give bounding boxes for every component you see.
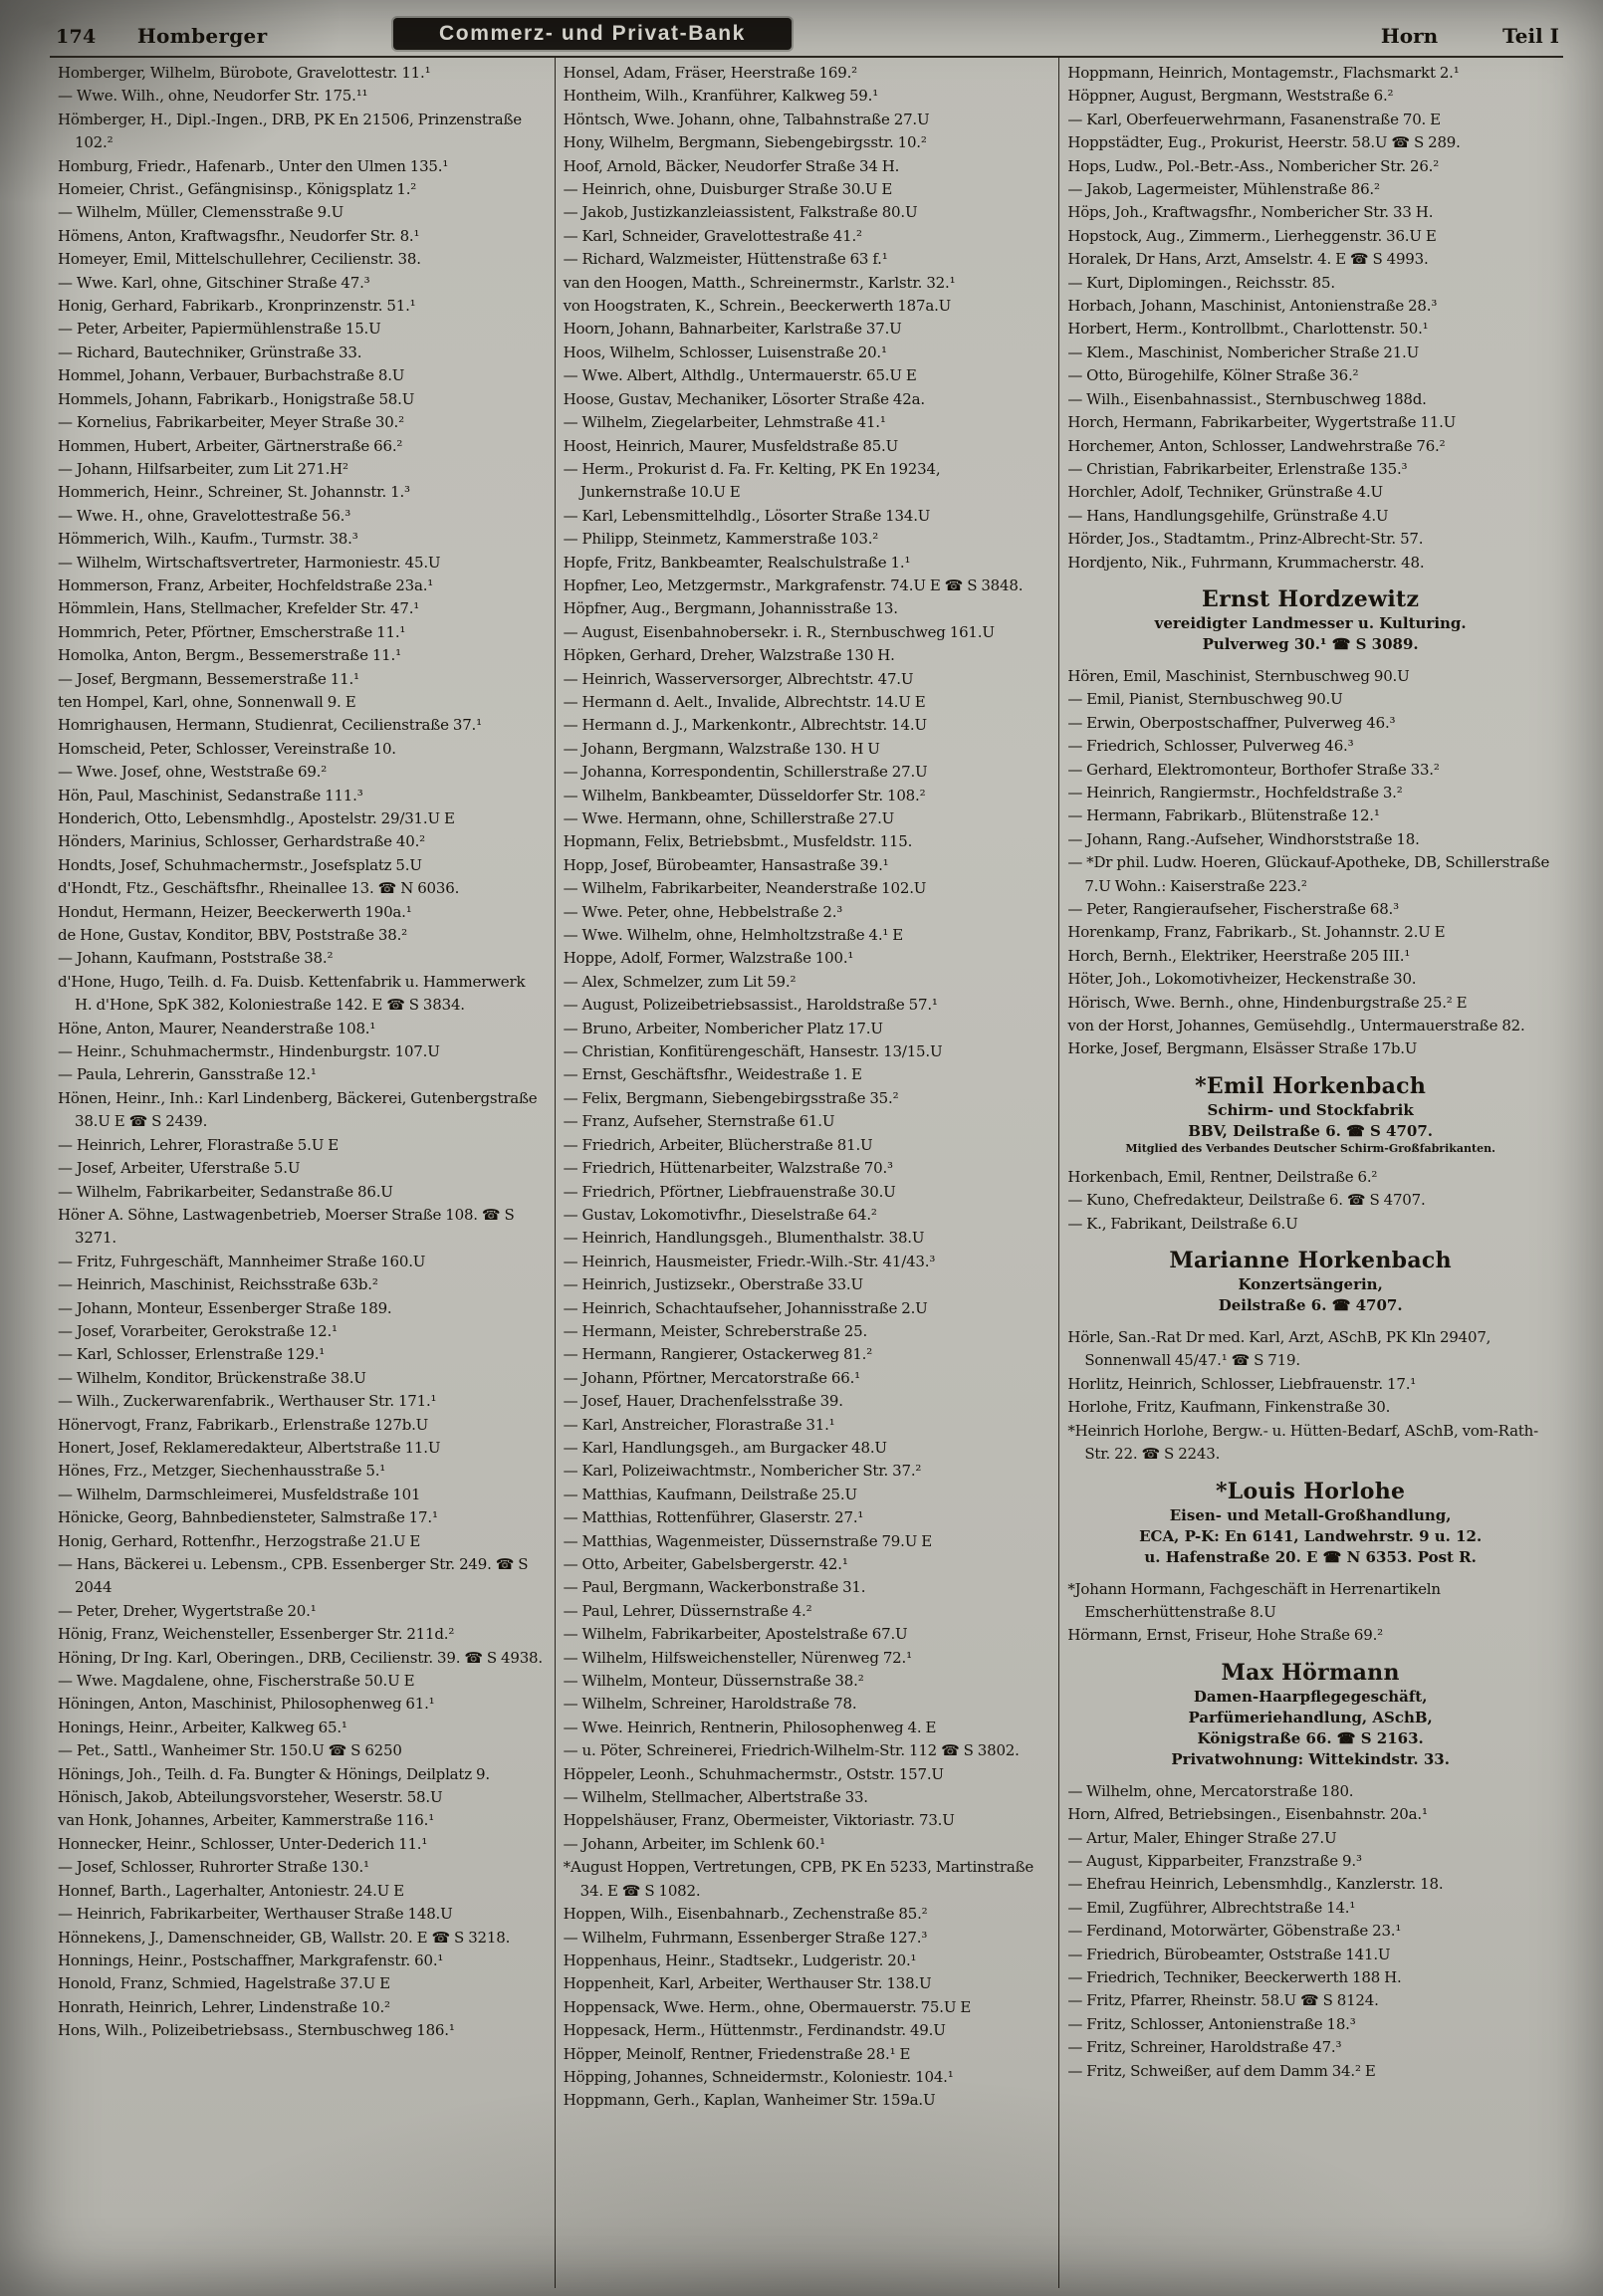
directory-entry: van den Hoogen, Matth., Schreinermstr., Karlstr. 32.¹ [563,273,956,292]
directory-entry: — Wwe. Albert, Althdlg., Untermauerstr. 65.U E [563,366,917,385]
display-ad-title: *Louis Horlohe [1215,1478,1406,1504]
directory-entry: Homrighausen, Hermann, Studienrat, Cecilienstraße 37.¹ [58,716,482,735]
directory-entry: Höpfner, Aug., Bergmann, Johannisstraße 13. [563,599,898,618]
display-ad-line: Konzertsängerin, [1238,1275,1383,1294]
directory-entry: — Friedrich, Schlosser, Pulverweg 46.³ [1067,737,1354,756]
directory-entry: — Wilhelm, ohne, Mercatorstraße 180. [1067,1781,1354,1800]
directory-entry: Horn, Alfred, Betriebsingen., Eisenbahnstr. 20a.¹ [1067,1805,1428,1824]
directory-entry: — Bruno, Arbeiter, Nombericher Platz 17.U [563,1019,883,1037]
directory-entry: Hopstock, Aug., Zimmerm., Lierheggenstr. 36.U E [1067,226,1437,245]
directory-entry: Hörle, San.-Rat Dr med. Karl, Arzt, ASchB, PK Kln 29407, Sonnenwall 45/47.¹ ☎ S 719. [1067,1328,1491,1370]
directory-entry: Hopmann, Felix, Betriebsbmt., Musfeldstr. 115. [563,832,913,851]
directory-entry: — Wilhelm, Darmschleimerei, Musfeldstraße 101 [58,1485,421,1503]
section-left-label: Homberger [136,24,268,48]
directory-entry: — u. Pöter, Schreinerei, Friedrich-Wilhelm-Str. 112 ☎ S 3802. [563,1741,1020,1760]
directory-entry: Hopfe, Fritz, Bankbeamter, Realschulstraße 1.¹ [563,553,911,572]
directory-entry: — Wilh., Zuckerwarenfabrik., Werthauser Str. 171.¹ [58,1392,437,1411]
directory-entry: — Ehefrau Heinrich, Lebensmhdlg., Kanzlerstr. 18. [1067,1875,1444,1894]
directory-entry: — Heinrich, Lehrer, Florastraße 5.U E [58,1135,339,1154]
directory-entry: Horalek, Dr Hans, Arzt, Amselstr. 4. E ☎ S 4993. [1067,250,1429,269]
directory-entry: Hönnekens, J., Damenschneider, GB, Wallstr. 20. E ☎ S 3218. [58,1928,511,1947]
directory-entry: Honold, Franz, Schmied, Hagelstraße 37.U E [58,1974,390,1993]
directory-entry: Homeier, Christ., Gefängnisinsp., Königsplatz 1.² [58,180,417,199]
display-ad-line: BBV, Deilstraße 6. ☎ S 4707. [1188,1121,1434,1140]
directory-entry: Hommerich, Heinr., Schreiner, St. Johannstr. 1.³ [58,483,410,502]
directory-entry: — Heinrich, Fabrikarbeiter, Werthauser Straße 148.U [58,1905,453,1924]
directory-entry: — Ferdinand, Motorwärter, Göbenstraße 23.¹ [1067,1922,1402,1941]
directory-entry: Hoose, Gustav, Mechaniker, Lösorter Straße 42a. [563,389,925,408]
display-ad-line: Mitglied des Verbandes Deutscher Schirm-Großfabrikanten. [1125,1141,1495,1155]
directory-entry: — Johanna, Korrespondentin, Schillerstraße 27.U [563,763,928,782]
directory-entry: Hoof, Arnold, Bäcker, Neudorfer Straße 34 H. [563,156,900,175]
directory-entry: — Karl, Lebensmittelhdlg., Lösorter Straße 134.U [563,506,931,525]
directory-entry: — *Dr phil. Ludw. Hoeren, Glückauf-Apotheke, DB, Schillerstraße 7.U Wohn.: Kaiserstraße 223.² [1067,853,1550,895]
directory-entry: Honig, Gerhard, Fabrikarb., Kronprinzenstr. 51.¹ [58,297,416,316]
directory-entry: — Wilhelm, Müller, Clemensstraße 9.U [58,203,344,222]
directory-entry: — Paul, Bergmann, Wackerbonstraße 31. [563,1578,866,1597]
directory-entry: — K., Fabrikant, Deilstraße 6.U [1067,1214,1298,1233]
directory-entry: — Emil, Zugführer, Albrechtstraße 14.¹ [1067,1898,1356,1917]
directory-entry: Hörder, Jos., Stadtamtm., Prinz-Albrecht-Str. 57. [1067,530,1424,549]
directory-entry: — Gerhard, Elektromonteur, Borthofer Straße 33.² [1067,760,1440,779]
directory-entry: Hömmlein, Hans, Stellmacher, Krefelder Str. 47.¹ [58,599,420,618]
directory-entry: *Johann Hormann, Fachgeschäft in Herrenartikeln Emscherhüttenstraße 8.U [1067,1579,1441,1621]
directory-entry: Homberger, Wilhelm, Bürobote, Gravelottestr. 11.¹ [58,64,431,82]
directory-entry: Hommen, Hubert, Arbeiter, Gärtnerstraße 66.² [58,436,403,455]
directory-entry: Hoost, Heinrich, Maurer, Musfeldstraße 85.U [563,436,899,455]
directory-entry: Höpper, Meinolf, Rentner, Friedenstraße 28.¹ E [563,2044,911,2063]
directory-entry: Hoppmann, Heinrich, Montagemstr., Flachsmarkt 2.¹ [1067,64,1460,82]
directory-entry: Hopfner, Leo, Metzgermstr., Markgrafenstr. 74.U E ☎ S 3848. [563,575,1024,594]
display-ad-line: u. Hafenstraße 20. E ☎ N 6353. Post R. [1144,1547,1477,1566]
directory-entry: — Heinrich, Schachtaufseher, Johannisstraße 2.U [563,1298,928,1317]
directory-entry: — Wilhelm, Hilfsweichensteller, Nürenweg 72.¹ [563,1648,912,1667]
directory-entry: Hopp, Josef, Bürobeamter, Hansastraße 39.¹ [563,855,889,874]
directory-entry: — Matthias, Rottenführer, Glaserstr. 27.¹ [563,1508,864,1527]
directory-entry: Hömberger, H., Dipl.-Ingen., DRB, PK En 21506, Prinzenstraße 102.² [58,110,522,152]
directory-entry: Hören, Emil, Maschinist, Sternbuschweg 90.U [1067,666,1410,685]
directory-entry: — Wwe. H., ohne, Gravelottestraße 56.³ [58,506,351,525]
directory-column-1 [50,58,555,2288]
directory-entry: — Otto, Bürogehilfe, Kölner Straße 36.² [1067,366,1359,385]
directory-entry: — Josef, Schlosser, Ruhrorter Straße 130.¹ [58,1858,369,1877]
directory-entry: Höpping, Johannes, Schneidermstr., Koloniestr. 104.¹ [563,2067,954,2086]
display-ad-line: vereidigter Landmesser u. Kulturing. [1154,613,1467,632]
directory-entry: — Heinrich, Justizsekr., Oberstraße 33.U [563,1275,863,1294]
directory-entry: — Wwe. Hermann, ohne, Schillerstraße 27.U [563,809,895,827]
directory-entry: — Heinrich, ohne, Duisburger Straße 30.U E [563,180,893,199]
directory-entry: van Honk, Johannes, Arbeiter, Kammerstraße 116.¹ [58,1811,435,1830]
directory-entry: — Richard, Walzmeister, Hüttenstraße 63 f.¹ [563,250,888,269]
directory-entry: — August, Polizeibetriebsassist., Haroldstraße 57.¹ [563,996,938,1015]
directory-entry: — Wilhelm, Fabrikarbeiter, Neanderstraße 102.U [563,879,927,898]
directory-entry: Hömmerich, Wilh., Kaufm., Turmstr. 38.³ [58,530,358,549]
directory-entry: Honings, Heinr., Arbeiter, Kalkweg 65.¹ [58,1718,347,1736]
directory-entry: Honnecker, Heinr., Schlosser, Unter-Dederich 11.¹ [58,1834,428,1853]
directory-entry: Hordjento, Nik., Fuhrmann, Krummacherstr. 48. [1067,553,1425,572]
directory-entry: — Josef, Vorarbeiter, Gerokstraße 12.¹ [58,1321,338,1340]
directory-entry: Höppner, August, Bergmann, Weststraße 6.² [1067,87,1394,106]
directory-entry: Horch, Bernh., Elektriker, Heerstraße 205 III.¹ [1067,946,1411,965]
display-ad-line: Königstraße 66. ☎ S 2163. [1197,1728,1424,1747]
directory-entry: — Felix, Bergmann, Siebengebirgsstraße 35.² [563,1088,899,1107]
display-ad-line: Schirm- und Stockfabrik [1207,1100,1414,1119]
directory-entry: Hons, Wilh., Polizeibetriebsass., Sternbuschweg 186.¹ [58,2021,455,2040]
directory-entry: Hony, Wilhelm, Bergmann, Siebengebirgsstr. 10.² [563,133,927,152]
directory-entry: Honderich, Otto, Lebensmhdlg., Apostelstr. 29/31.U E [58,809,455,827]
directory-entry: — Hermann, Rangierer, Ostackerweg 81.² [563,1345,873,1364]
directory-entry: — Artur, Maler, Ehinger Straße 27.U [1067,1828,1337,1847]
directory-entry: Hoorn, Johann, Bahnarbeiter, Karlstraße 37.U [563,320,902,339]
directory-entry: — Heinrich, Handlungsgeh., Blumenthalstr. 38.U [563,1229,925,1248]
directory-entry: — Franz, Aufseher, Sternstraße 61.U [563,1112,835,1131]
directory-entry: Hommerson, Franz, Arbeiter, Hochfeldstraße 23a.¹ [58,575,434,594]
directory-entry: Honnef, Barth., Lagerhalter, Antoniestr. 24.U E [58,1881,404,1900]
directory-entry: Horch, Hermann, Fabrikarbeiter, Wygertstraße 11.U [1067,413,1457,432]
directory-entry: Horchemer, Anton, Schlosser, Landwehrstraße 76.² [1067,436,1446,455]
directory-entry: — Erwin, Oberpostschaffner, Pulverweg 46.³ [1067,713,1396,732]
directory-entry: Hönen, Heinr., Inh.: Karl Lindenberg, Bäckerei, Gutenbergstraße 38.U E ☎ S 2439. [58,1088,538,1131]
directory-entry: — Gustav, Lokomotivfhr., Dieselstraße 64.² [563,1205,877,1224]
directory-entry: — Richard, Bautechniker, Grünstraße 33. [58,343,362,361]
header-left [56,24,267,48]
directory-entry: — Johann, Kaufmann, Poststraße 38.² [58,949,334,968]
directory-entry: Homeyer, Emil, Mittelschullehrer, Cecilienstr. 38. [58,250,421,269]
directory-entry: — Wilh., Eisenbahnassist., Sternbuschweg 188d. [1067,389,1427,408]
directory-entry: — Ernst, Geschäftsfhr., Weidestraße 1. E [563,1065,862,1084]
directory-entry: Hoppstädter, Eug., Prokurist, Heerstr. 58.U ☎ S 289. [1067,133,1461,152]
header-right [1381,24,1559,48]
directory-entry: — Karl, Polizeiwachtmstr., Nombericher Str. 37.² [563,1462,922,1481]
directory-entry: — Friedrich, Bürobeamter, Oststraße 141.U [1067,1945,1391,1963]
directory-entry: Hoppelshäuser, Franz, Obermeister, Viktoriastr. 73.U [563,1811,955,1830]
directory-entry: Horke, Josef, Bergmann, Elsässer Straße 17b.U [1067,1039,1418,1058]
page-header [50,16,1563,54]
directory-entry: — Wwe. Magdalene, ohne, Fischerstraße 50.U E [58,1672,415,1691]
directory-entry: — Karl, Oberfeuerwehrmann, Fasanenstraße 70. E [1067,110,1441,128]
directory-entry: — Karl, Schneider, Gravelottestraße 41.² [563,226,862,245]
directory-entry: — Pet., Sattl., Wanheimer Str. 150.U ☎ S 6250 [58,1741,402,1760]
directory-entry: Homscheid, Peter, Schlosser, Vereinstraße 10. [58,739,396,758]
directory-entry: Honig, Gerhard, Rottenfhr., Herzogstraße 21.U E [58,1531,421,1550]
directory-entry: Hontheim, Wilh., Kranführer, Kalkweg 59.¹ [563,87,879,106]
directory-entry: — Heinrich, Wasserversorger, Albrechtstr. 47.U [563,669,914,688]
directory-entry: Hoppmann, Gerh., Kaplan, Wanheimer Str. 159a.U [563,2091,936,2110]
display-ad [1067,1073,1553,1156]
directory-entry: — Peter, Arbeiter, Papiermühlenstraße 15.U [58,320,381,339]
directory-entry: — Paula, Lehrerin, Gansstraße 12.¹ [58,1065,317,1084]
directory-entry: — Peter, Dreher, Wygertstraße 20.¹ [58,1601,317,1620]
page-number: 174 [56,26,97,48]
directory-entry: — Friedrich, Hüttenarbeiter, Walzstraße 70.³ [563,1159,893,1178]
display-ad [1067,1660,1553,1770]
directory-entry: *August Hoppen, Vertretungen, CPB, PK En 5233, Martinstraße 34. E ☎ S 1082. [563,1858,1034,1900]
directory-entry: Hönervogt, Franz, Fabrikarb., Erlenstraße 127b.U [58,1415,429,1434]
directory-entry: Homburg, Friedr., Hafenarb., Unter den Ulmen 135.¹ [58,156,449,175]
directory-entry: — Josef, Bergmann, Bessemerstraße 11.¹ [58,669,359,688]
directory-entry: Höne, Anton, Maurer, Neanderstraße 108.¹ [58,1019,376,1037]
directory-entry: d'Hondt, Ftz., Geschäftsfhr., Rheinallee 13. ☎ N 6036. [58,879,460,898]
directory-entry: Honsel, Adam, Fräser, Heerstraße 169.² [563,64,857,82]
directory-entry: — Johann, Pförtner, Mercatorstraße 66.¹ [563,1368,860,1387]
directory-entry: — Wwe. Peter, ohne, Hebbelstraße 2.³ [563,902,843,921]
directory-entry: d'Hone, Hugo, Teilh. d. Fa. Duisb. Kettenfabrik u. Hammerwerk H. d'Hone, SpK 382, Koloniestraße 142. E ☎ S 3834. [58,972,526,1015]
directory-entry: — Wwe. Wilhelm, ohne, Helmholtzstraße 4.¹ E [563,926,904,945]
directory-entry: Hönings, Joh., Teilh. d. Fa. Bungter & Hönings, Deilplatz 9. [58,1764,490,1783]
directory-entry: Horkenbach, Emil, Rentner, Deilstraße 6.² [1067,1167,1378,1186]
display-ad-line: Deilstraße 6. ☎ 4707. [1218,1296,1403,1315]
directory-entry: Hoos, Wilhelm, Schlosser, Luisenstraße 20.¹ [563,343,887,361]
directory-entry: Hönicke, Georg, Bahnbediensteter, Salmstraße 17.¹ [58,1508,438,1527]
directory-entry: Hondut, Hermann, Heizer, Beeckerwerth 190a.¹ [58,902,412,921]
directory-entry: — Fritz, Pfarrer, Rheinstr. 58.U ☎ S 8124. [1067,1991,1379,2010]
directory-entry: — Wwe. Josef, ohne, Weststraße 69.² [58,763,328,782]
directory-entry: — Matthias, Kaufmann, Deilstraße 25.U [563,1485,857,1503]
directory-entry: Hommels, Johann, Fabrikarb., Honigstraße 58.U [58,389,415,408]
display-ad-title: Max Hörmann [1221,1659,1400,1686]
directory-entry: — Hermann, Meister, Schreberstraße 25. [563,1321,868,1340]
directory-entry: — Heinrich, Hausmeister, Friedr.-Wilh.-Str. 41/43.³ [563,1252,936,1270]
directory-entry: von Hoogstraten, K., Schrein., Beeckerwerth 187a.U [563,297,952,316]
directory-entry: — Wilhelm, Ziegelarbeiter, Lehmstraße 41.¹ [563,413,886,432]
directory-entry: — Wilhelm, Schreiner, Haroldstraße 78. [563,1695,857,1714]
directory-entry: — Johann, Hilfsarbeiter, zum Lit 271.H² [58,459,348,478]
display-ad-title: *Emil Horkenbach [1195,1072,1427,1099]
directory-entry: — Hans, Bäckerei u. Lebensm., CPB. Essenberger Str. 249. ☎ S 2044 [58,1555,529,1597]
bank-ad-banner [393,18,792,50]
display-ad [1067,1479,1553,1568]
directory-entry: — Johann, Rang.-Aufseher, Windhorststraße 18. [1067,829,1420,848]
directory-entry: Höppeler, Leonh., Schuhmachermstr., Oststr. 157.U [563,1764,944,1783]
directory-entry: — Otto, Arbeiter, Gabelsbergerstr. 42.¹ [563,1555,848,1573]
directory-entry: — Wilhelm, Monteur, Düssernstraße 38.² [563,1672,864,1691]
display-ad-line: Pulverweg 30.¹ ☎ S 3089. [1202,634,1419,653]
directory-entry: ten Hompel, Karl, ohne, Sonnenwall 9. E [58,692,356,711]
directory-entry: — Wwe. Heinrich, Rentnerin, Philosophenweg 4. E [563,1718,937,1736]
directory-entry: — Wwe. Karl, ohne, Gitschiner Straße 47.³ [58,273,370,292]
directory-entry: — Hermann d. J., Markenkontr., Albrechtstr. 14.U [563,716,927,735]
directory-entry: Horchler, Adolf, Techniker, Grünstraße 4.U [1067,483,1383,502]
directory-entry: — Hermann d. Aelt., Invalide, Albrechtstr. 14.U E [563,692,926,711]
directory-entry: Hoppen, Wilh., Eisenbahnarb., Zechenstraße 85.² [563,1905,928,1924]
directory-entry: Honnings, Heinr., Postschaffner, Markgrafenstr. 60.¹ [58,1951,444,1969]
directory-entry: — Fritz, Fuhrgeschäft, Mannheimer Straße 160.U [58,1252,426,1270]
directory-entry: — Wilhelm, Wirtschaftsvertreter, Harmoniestr. 45.U [58,553,441,572]
directory-entry: — Jakob, Justizkanzleiassistent, Falkstraße 80.U [563,203,918,222]
directory-entry: — August, Eisenbahnobersekr. i. R., Sternbuschweg 161.U [563,622,995,641]
directory-entry: Honert, Josef, Reklameredakteur, Albertstraße 11.U [58,1438,441,1457]
directory-entry: — Karl, Schlosser, Erlenstraße 129.¹ [58,1345,326,1364]
directory-entry: — Fritz, Schlosser, Antonienstraße 18.³ [1067,2014,1356,2033]
directory-entry: Hommrich, Peter, Pförtner, Emscherstraße 11.¹ [58,622,406,641]
directory-columns [50,58,1563,2288]
directory-entry: Hörisch, Wwe. Bernh., ohne, Hindenburgstraße 25.² E [1067,993,1468,1012]
directory-entry: — Christian, Fabrikarbeiter, Erlenstraße 135.³ [1067,459,1408,478]
directory-entry: — Paul, Lehrer, Düssernstraße 4.² [563,1601,812,1620]
directory-entry: — Kornelius, Fabrikarbeiter, Meyer Straße 30.² [58,413,404,432]
directory-entry: Höntsch, Wwe. Johann, ohne, Talbahnstraße 27.U [563,110,930,128]
directory-entry: — Alex, Schmelzer, zum Lit 59.² [563,972,797,991]
directory-entry: — Johann, Arbeiter, im Schlenk 60.¹ [563,1834,825,1853]
directory-entry: Horbach, Johann, Maschinist, Antonienstraße 28.³ [1067,297,1438,316]
directory-entry: Hönes, Frz., Metzger, Siechenhausstraße 5.¹ [58,1462,386,1481]
directory-entry: — Wilhelm, Bankbeamter, Düsseldorfer Str. 108.² [563,786,926,804]
directory-entry: — Friedrich, Pförtner, Liebfrauenstraße 30.U [563,1182,896,1201]
directory-entry: Hoppe, Adolf, Former, Walzstraße 100.¹ [563,949,854,968]
directory-entry: — Friedrich, Arbeiter, Blücherstraße 81.U [563,1135,873,1154]
display-ad-line: Privatwohnung: Wittekindstr. 33. [1171,1749,1450,1768]
directory-entry: de Hone, Gustav, Konditor, BBV, Poststraße 38.² [58,926,407,945]
display-ad-title: Ernst Hordzewitz [1202,585,1420,612]
directory-entry: Höningen, Anton, Maschinist, Philosophenweg 61.¹ [58,1695,435,1714]
directory-entry: — Peter, Rangieraufseher, Fischerstraße 68.³ [1067,900,1399,918]
directory-entry: — Wilhelm, Fuhrmann, Essenberger Straße 127.³ [563,1928,928,1947]
directory-entry: — Klem., Maschinist, Nombericher Straße 21.U [1067,343,1420,361]
display-ad-title: Marianne Horkenbach [1169,1248,1452,1274]
directory-entry: — Heinrich, Rangiermstr., Hochfeldstraße 3.² [1067,783,1403,802]
directory-entry: von der Horst, Johannes, Gemüsehdlg., Untermauerstraße 82. [1067,1017,1525,1035]
directory-entry: Hönig, Franz, Weichensteller, Essenberger Str. 211d.² [58,1625,455,1644]
directory-entry: — August, Kipparbeiter, Franzstraße 9.³ [1067,1851,1362,1870]
directory-entry: — Fritz, Schreiner, Haroldstraße 47.³ [1067,2038,1342,2057]
directory-entry: *Heinrich Horlohe, Bergw.- u. Hütten-Bedarf, ASchB, vom-Rath-Str. 22. ☎ S 2243. [1067,1421,1538,1464]
directory-entry: — Matthias, Wagenmeister, Düssernstraße 79.U E [563,1531,932,1550]
directory-entry: — Emil, Pianist, Sternbuschweg 90.U [1067,690,1343,709]
directory-entry: Hörmann, Ernst, Friseur, Hohe Straße 69.² [1067,1626,1383,1645]
display-ad-line: Eisen- und Metall-Großhandlung, [1169,1505,1452,1524]
directory-entry: Hondts, Josef, Schuhmachermstr., Josefsplatz 5.U [58,855,422,874]
directory-entry: Höter, Joh., Lokomotivheizer, Heckenstraße 30. [1067,970,1417,989]
directory-entry: Höner A. Söhne, Lastwagenbetrieb, Moerser Straße 108. ☎ S 3271. [58,1205,515,1248]
directory-entry: — Friedrich, Techniker, Beeckerwerth 188 H. [1067,1967,1402,1986]
directory-column-3 [1058,58,1563,2288]
directory-entry: Hön, Paul, Maschinist, Sedanstraße 111.³ [58,786,363,804]
directory-entry: Hömens, Anton, Kraftwagsfhr., Neudorfer Str. 8.¹ [58,226,420,245]
directory-entry: — Wilhelm, Fabrikarbeiter, Apostelstraße 67.U [563,1625,908,1644]
directory-entry: Höpken, Gerhard, Dreher, Walzstraße 130 H. [563,646,895,665]
display-ad-line: Damen-Haarpflegegeschäft, [1193,1687,1428,1706]
directory-entry: Horbert, Herm., Kontrollbmt., Charlottenstr. 50.¹ [1067,320,1429,339]
directory-entry: — Hans, Handlungsgehilfe, Grünstraße 4.U [1067,506,1389,525]
directory-entry: — Karl, Anstreicher, Florastraße 31.¹ [563,1415,835,1434]
directory-entry: — Jakob, Lagermeister, Mühlenstraße 86.² [1067,180,1380,199]
directory-entry: Hops, Ludw., Pol.-Betr.-Ass., Nombericher Str. 26.² [1067,156,1440,175]
directory-entry: Honrath, Heinrich, Lehrer, Lindenstraße 10.² [58,1997,390,2016]
section-right-label: Horn [1380,24,1439,48]
directory-entry: — Josef, Arbeiter, Uferstraße 5.U [58,1159,301,1178]
directory-entry: Hommel, Johann, Verbauer, Burbachstraße 8.U [58,366,405,385]
directory-entry: Hoppenhaus, Heinr., Stadtsekr., Ludgeristr. 20.¹ [563,1951,917,1969]
bank-ad-text: Commerz- und Privat-Bank [439,22,746,45]
directory-entry: — Josef, Hauer, Drachenfelsstraße 39. [563,1392,843,1411]
directory-entry: Horenkamp, Franz, Fabrikarb., St. Johannstr. 2.U E [1067,923,1446,942]
directory-column-2 [555,58,1059,2288]
display-ad-line: Parfümeriehandlung, ASchB, [1188,1708,1433,1726]
directory-entry: Horlitz, Heinrich, Schlosser, Liebfrauenstr. 17.¹ [1067,1374,1417,1393]
directory-entry: Hoppenheit, Karl, Arbeiter, Werthauser Str. 138.U [563,1974,932,1993]
display-ad-line: ECA, P-K: En 6141, Landwehrstr. 9 u. 12. [1139,1526,1483,1545]
directory-entry: — Wilhelm, Fabrikarbeiter, Sedanstraße 86.U [58,1182,393,1201]
directory-entry: — Heinr., Schuhmachermstr., Hindenburgstr. 107.U [58,1042,440,1061]
directory-entry: — Herm., Prokurist d. Fa. Fr. Kelting, PK En 19234, Junkernstraße 10.U E [563,459,941,502]
directory-entry: — Karl, Handlungsgeh., am Burgacker 48.U [563,1438,887,1457]
part-label: Teil I [1502,24,1559,48]
directory-entry: — Wilhelm, Stellmacher, Albertstraße 33. [563,1788,868,1807]
directory-entry: Hoppensack, Wwe. Herm., ohne, Obermauerstr. 75.U E [563,1997,972,2016]
directory-entry: — Philipp, Steinmetz, Kammerstraße 103.² [563,530,879,549]
directory-entry: — Christian, Konfitürengeschäft, Hansestr. 13/15.U [563,1042,943,1061]
directory-entry: Hoppesack, Herm., Hüttenmstr., Ferdinandstr. 49.U [563,2021,946,2040]
display-ad [1067,1248,1553,1316]
directory-entry: — Johann, Bergmann, Walzstraße 130. H U [563,739,880,758]
directory-entry: — Kuno, Chefredakteur, Deilstraße 6. ☎ S 4707. [1067,1191,1426,1210]
display-ad [1067,586,1553,655]
directory-entry: — Heinrich, Maschinist, Reichsstraße 63b.² [58,1275,378,1294]
directory-entry: — Johann, Monteur, Essenberger Straße 189. [58,1298,392,1317]
directory-entry: Homolka, Anton, Bergm., Bessemerstraße 11.¹ [58,646,401,665]
directory-entry: — Kurt, Diplomingen., Reichsstr. 85. [1067,273,1335,292]
directory-entry: Hönders, Marinius, Schlosser, Gerhardstraße 40.² [58,832,425,851]
directory-entry: — Wwe. Wilh., ohne, Neudorfer Str. 175.¹¹ [58,87,368,106]
directory-entry: Hönisch, Jakob, Abteilungsvorsteher, Weserstr. 58.U [58,1788,443,1807]
directory-entry: — Wilhelm, Konditor, Brückenstraße 38.U [58,1368,366,1387]
directory-entry: Höps, Joh., Kraftwagsfhr., Nombericher Str. 33 H. [1067,203,1434,222]
directory-entry: Horlohe, Fritz, Kaufmann, Finkenstraße 30. [1067,1398,1391,1417]
directory-entry: — Hermann, Fabrikarb., Blütenstraße 12.¹ [1067,806,1380,825]
directory-entry: — Fritz, Schweißer, auf dem Damm 34.² E [1067,2061,1376,2080]
directory-entry: Höning, Dr Ing. Karl, Oberingen., DRB, Cecilienstr. 39. ☎ S 4938. [58,1648,543,1667]
